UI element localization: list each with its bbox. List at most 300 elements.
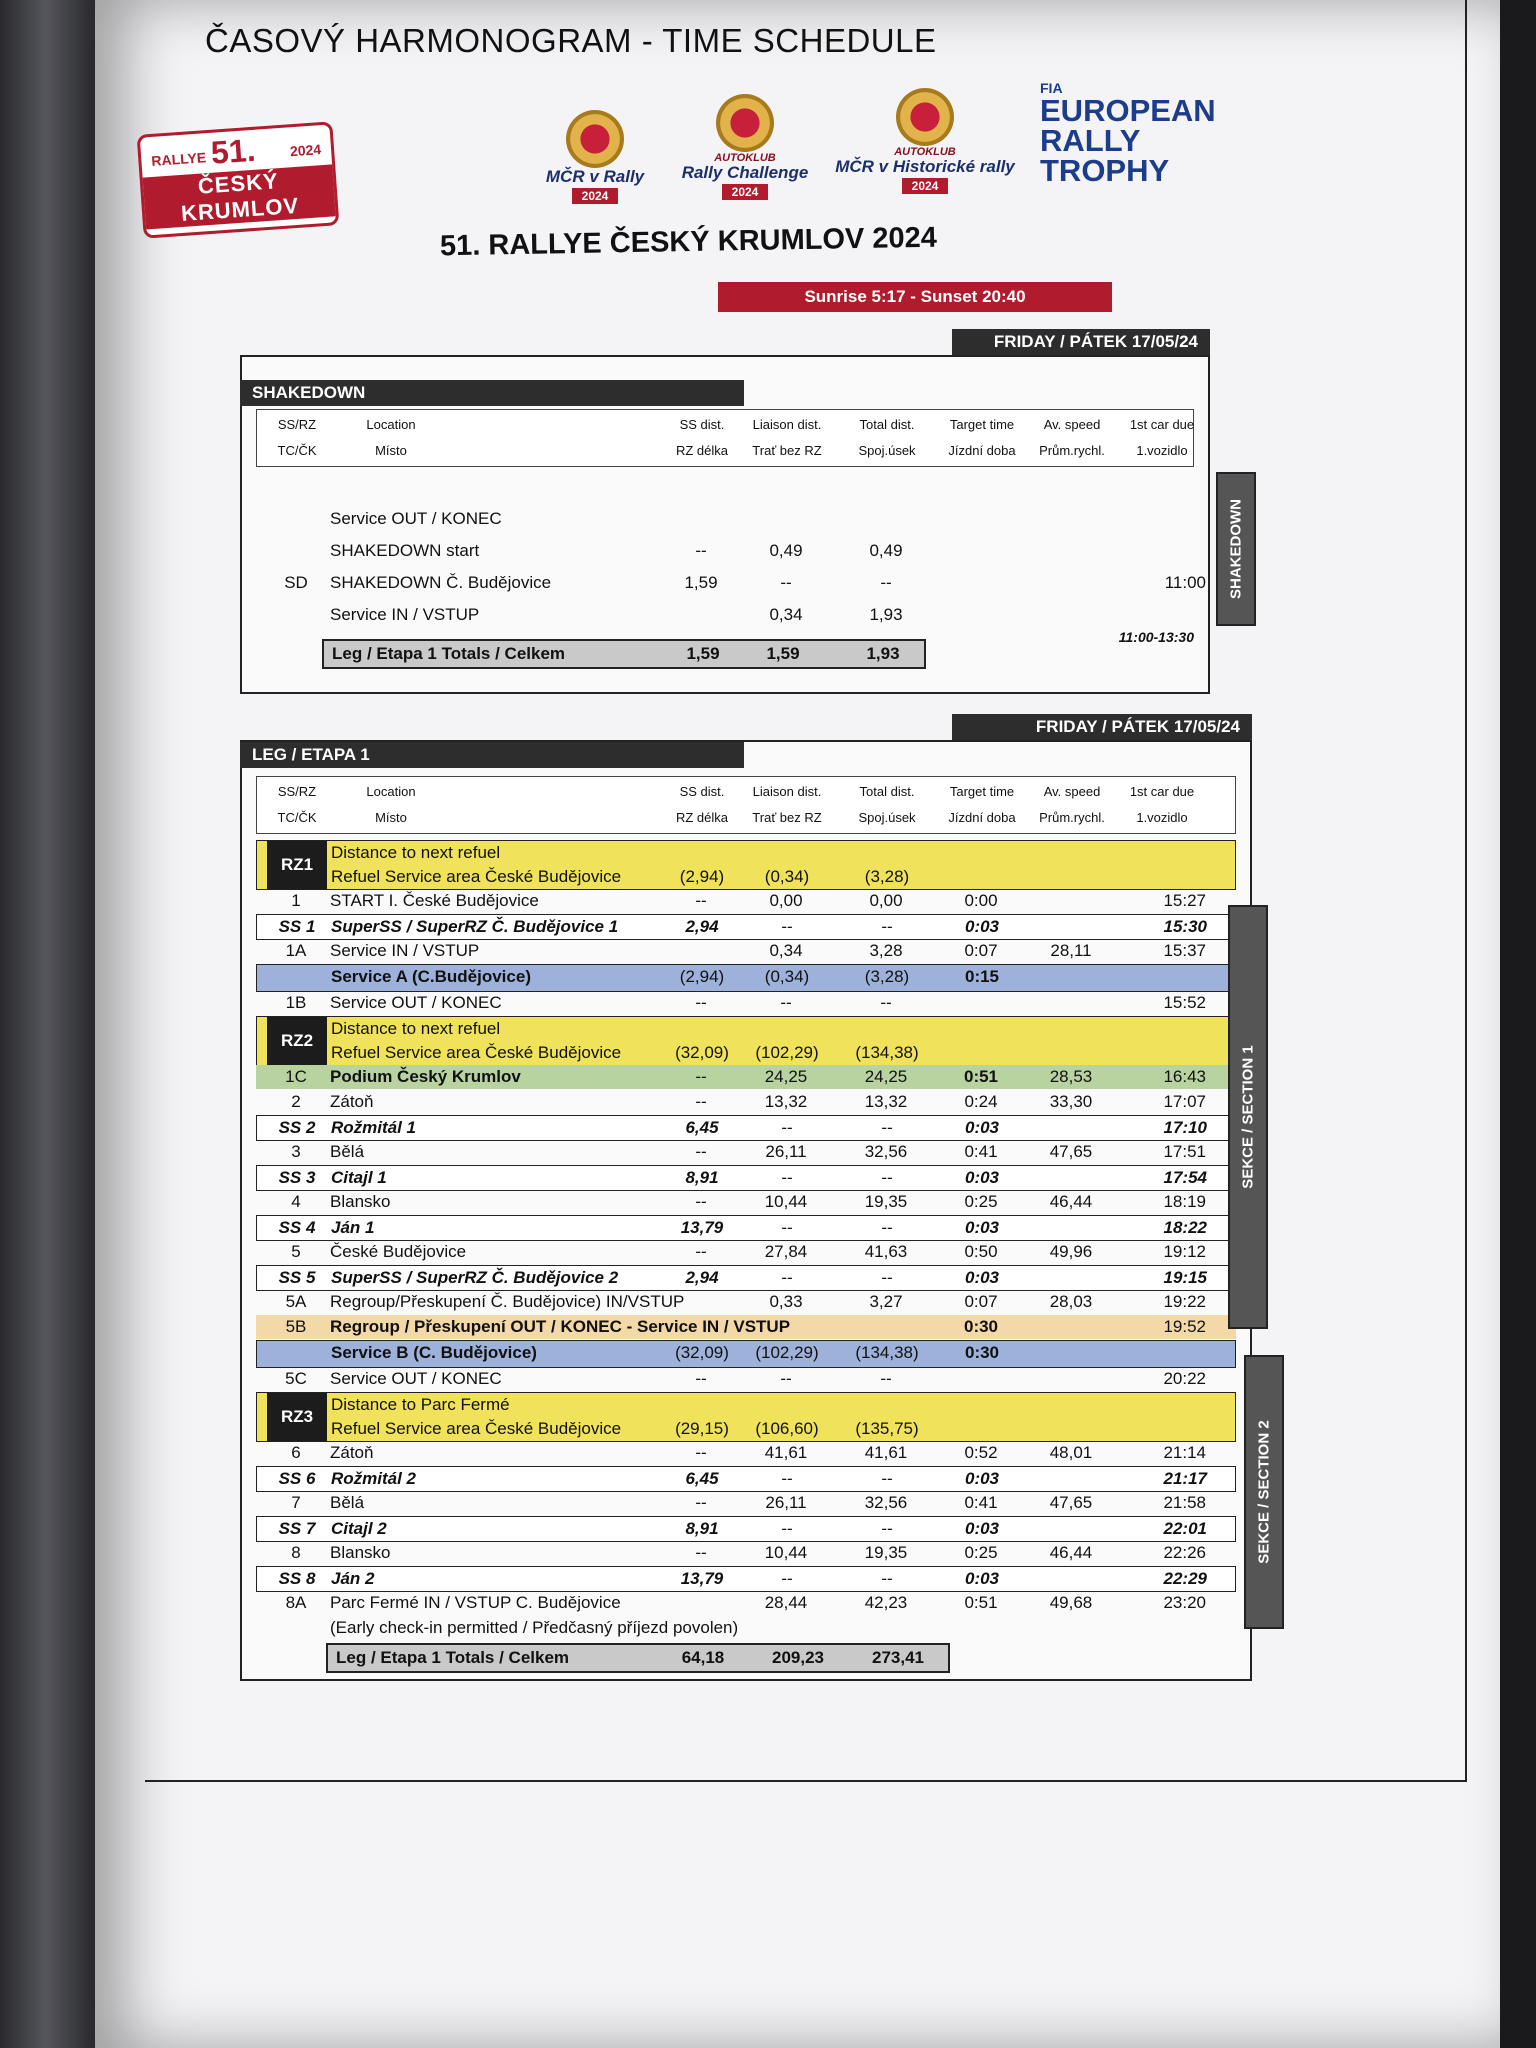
cell-ss: (32,09) (675, 1043, 729, 1062)
cell-to: 19,35 (864, 1192, 908, 1211)
shakedown-side-label: SHAKEDOWN (1227, 499, 1245, 599)
cell-av: 49,96 (1049, 1242, 1093, 1261)
cell-tc: 5 (291, 1242, 301, 1261)
cell-loc: Service OUT / KONEC (330, 1369, 502, 1388)
cell-loc: Refuel Service area České Budějovice (331, 1419, 622, 1438)
cell-tc: RZ2 (267, 1017, 327, 1065)
cell-fc: 16:43 (1163, 1067, 1206, 1086)
cell-loc: Blansko (330, 1543, 391, 1562)
cell-av: 46,44 (1049, 1543, 1093, 1562)
logo-rallye-text: RALLYE (150, 149, 207, 169)
cell-to: 41,61 (864, 1443, 908, 1462)
table-row (256, 507, 1194, 535)
cell-li: -- (780, 573, 792, 592)
cell-to: -- (880, 993, 892, 1012)
cell-to: (134,38) (855, 1343, 919, 1362)
cell-loc: Bělá (330, 1142, 365, 1161)
cell-to: -- (881, 1118, 893, 1137)
cell-fc: 15:30 (1163, 917, 1207, 936)
column-header-ssrz: SS/RZ (277, 784, 317, 799)
crest-icon (566, 110, 624, 168)
cell-tt: 0:30 (963, 1317, 999, 1336)
cell-tt: 0:03 (964, 1218, 1000, 1237)
hist-name: MČR v Historické rally (835, 157, 1015, 177)
table-row (256, 1290, 1236, 1314)
cell-tt: 0:03 (964, 1168, 1000, 1187)
totals-label: Leg / Etapa 1 Totals / Celkem (336, 1648, 570, 1667)
cell-tc: 7 (291, 1493, 301, 1512)
cell-loc: SuperSS / SuperRZ Č. Budějovice 2 (331, 1268, 619, 1287)
table-row (256, 539, 1194, 567)
cell-tt: 0:52 (964, 1443, 998, 1462)
cell-tc: 1 (291, 891, 301, 910)
cell-tc: 6 (291, 1443, 301, 1462)
table-row (256, 1441, 1236, 1465)
cell-av: 48,01 (1049, 1443, 1093, 1462)
cell-to: (3,28) (864, 867, 910, 886)
cell-li: -- (781, 917, 793, 936)
cell-to: 24,25 (864, 1067, 908, 1086)
fia-european: EUROPEAN (1040, 93, 1216, 128)
cell-li: (0,34) (764, 867, 810, 886)
cell-tc: 1C (285, 1067, 307, 1086)
cell-loc: Ján 2 (331, 1569, 375, 1588)
cell-tt: 0:24 (964, 1092, 998, 1111)
cell-tt: 0:41 (964, 1493, 998, 1512)
cell-to: -- (880, 1369, 892, 1388)
sunrise-sunset-banner: Sunrise 5:17 - Sunset 20:40 (718, 282, 1112, 312)
table-row (256, 603, 1194, 631)
logo-number-text: 51. (209, 131, 257, 171)
cell-tc: 5C (285, 1369, 307, 1388)
table-row (256, 1340, 1236, 1368)
table-row (256, 964, 1236, 992)
table-row (256, 571, 1206, 599)
crest-icon (716, 94, 774, 152)
cell-loc: Refuel Service area České Budějovice (331, 1043, 622, 1062)
cell-loc: Regroup/Přeskupení Č. Budějovice) IN/VSTUP (330, 1292, 685, 1311)
cell-ss: 2,94 (685, 917, 719, 936)
fia-text: FIA (1040, 80, 1063, 96)
cell-ss: -- (695, 1543, 707, 1562)
cell-tc: SS 1 (278, 917, 316, 936)
cell-ss: -- (695, 1242, 707, 1261)
shakedown-table (240, 332, 1210, 694)
column-header (256, 409, 1194, 467)
cell-ss: -- (695, 1493, 707, 1512)
cell-tc: 5A (285, 1292, 307, 1311)
column-header-ss: SS dist. (679, 784, 725, 799)
shakedown-time-window: 11:00-13:30 (1118, 629, 1194, 645)
column-header-ss2: RZ délka (675, 443, 729, 458)
crest-icon (896, 88, 954, 146)
cell-li: 0,00 (769, 891, 803, 910)
cell-loc: Citajl 2 (331, 1519, 387, 1538)
table-row (256, 1190, 1236, 1214)
cell-ss: (2,94) (679, 867, 725, 886)
cell-loc: (Early check-in permitted / Předčasný příjezd povolen) (330, 1618, 739, 1637)
cell-fc: 20:22 (1163, 1369, 1206, 1388)
document-title: ČASOVÝ HARMONOGRAM - TIME SCHEDULE (205, 22, 937, 59)
column-header-ss: SS dist. (679, 417, 725, 432)
cell-loc: Service OUT / KONEC (330, 509, 502, 528)
cell-tc: 8 (291, 1543, 301, 1562)
table-row (256, 1616, 1236, 1640)
cell-fc: 17:10 (1163, 1118, 1207, 1137)
column-header (256, 776, 1236, 834)
cell-tc: RZ3 (267, 1393, 327, 1441)
leg-date: FRIDAY / PÁTEK 17/05/24 (952, 714, 1252, 740)
cell-tc: SD (284, 573, 308, 592)
cell-av: 49,68 (1049, 1593, 1093, 1612)
cell-loc: Service B (C. Budějovice) (331, 1343, 537, 1362)
cell-fc: 15:52 (1163, 993, 1206, 1012)
shakedown-totals (322, 639, 926, 669)
cell-tc: 3 (291, 1142, 301, 1161)
rc-year: 2024 (722, 184, 769, 200)
cell-tc: SS 6 (278, 1469, 316, 1488)
column-header-li2: Trať bez RZ (752, 810, 822, 825)
cell-li: -- (781, 1118, 793, 1137)
section1-label: SEKCE / SECTION 1 (1239, 1045, 1257, 1189)
hist-top: AUTOKLUB (894, 146, 956, 158)
cell-tt: 0:03 (964, 1118, 1000, 1137)
cell-ss: 6,45 (685, 1469, 719, 1488)
cell-fc: 22:01 (1163, 1519, 1207, 1538)
table-row (256, 1541, 1236, 1565)
cell-fc: 15:37 (1163, 941, 1206, 960)
cell-li: -- (781, 1519, 793, 1538)
cell-loc: Parc Fermé IN / VSTUP C. Budějovice (330, 1593, 621, 1612)
cell-fc: 17:51 (1163, 1142, 1206, 1161)
cell-av: 33,30 (1049, 1092, 1093, 1111)
cell-ss: (2,94) (679, 967, 725, 986)
cell-loc: Citajl 1 (331, 1168, 387, 1187)
cell-ss: -- (695, 1443, 707, 1462)
cell-tt: 0:07 (964, 941, 998, 960)
cell-fc: 17:54 (1163, 1168, 1207, 1187)
cell-av: 28,03 (1049, 1292, 1093, 1311)
cell-to: 0,00 (869, 891, 903, 910)
cell-ss: 8,91 (685, 1168, 719, 1187)
cell-tt: 0:03 (964, 1519, 1000, 1538)
section1-side-tab (1228, 905, 1268, 1329)
cell-tt: 0:50 (964, 1242, 998, 1261)
cell-tt: 0:03 (964, 1469, 1000, 1488)
table-row (256, 1016, 1236, 1066)
cell-to: -- (881, 917, 893, 936)
cell-tt: 0:03 (964, 1268, 1000, 1287)
cell-fc: 15:27 (1163, 891, 1206, 910)
cell-li: 10,44 (764, 1192, 808, 1211)
cell-ss: (32,09) (675, 1343, 729, 1362)
column-header-loc: Location (366, 784, 416, 799)
cell-li: 26,11 (765, 1142, 807, 1161)
column-header-tt2: Jízdní doba (948, 810, 1016, 825)
cell-to: -- (881, 1168, 893, 1187)
cell-tt: 0:25 (964, 1543, 998, 1562)
table-row (256, 1315, 1236, 1339)
rally-challenge-logo (675, 94, 815, 201)
fia-ert-logo (1040, 80, 1216, 186)
column-header-fc: 1st car due (1129, 784, 1195, 799)
shakedown-title: SHAKEDOWN (240, 380, 744, 406)
cell-av: 28,11 (1050, 941, 1092, 960)
mcr-rally-logo (530, 110, 660, 205)
cell-loc: Service IN / VSTUP (330, 605, 480, 624)
cell-loc: SHAKEDOWN Č. Budějovice (330, 573, 552, 592)
totals-li: 1,59 (766, 644, 800, 663)
leg-title: LEG / ETAPA 1 (240, 742, 744, 768)
table-row (256, 1090, 1236, 1114)
column-header-tcck: TC/ČK (277, 443, 317, 458)
totals-label: Leg / Etapa 1 Totals / Celkem (332, 644, 566, 663)
table-row (256, 840, 1236, 890)
cell-ss: 13,79 (680, 1218, 724, 1237)
fia-rally: RALLY (1040, 123, 1141, 158)
cell-fc: 18:22 (1163, 1218, 1207, 1237)
column-header-fc: 1st car due (1129, 417, 1195, 432)
column-header-loc: Location (366, 417, 416, 432)
column-header-fc2: 1.vozidlo (1136, 443, 1188, 458)
fia-trophy: TROPHY (1040, 153, 1170, 188)
cell-to: -- (881, 1569, 893, 1588)
cell-li: -- (781, 1218, 793, 1237)
cell-fc: 19:12 (1163, 1242, 1206, 1261)
cell-loc: Blansko (330, 1192, 391, 1211)
cell-loc: Regroup / Přeskupení OUT / KONEC - Service IN / VSTUP (330, 1317, 791, 1336)
leg-table (240, 717, 1252, 1681)
cell-tt: 0:25 (964, 1192, 998, 1211)
cell-tt: 0:30 (964, 1343, 1000, 1362)
cell-li: 24,25 (764, 1067, 808, 1086)
cell-ss: 1,59 (684, 573, 718, 592)
cell-to: 13,32 (864, 1092, 908, 1111)
shakedown-date: FRIDAY / PÁTEK 17/05/24 (952, 329, 1210, 355)
column-header-fc2: 1.vozidlo (1136, 810, 1188, 825)
column-header-to: Total dist. (859, 784, 915, 799)
cell-to: -- (880, 573, 892, 592)
cell-loc2: Distance to Parc Fermé (331, 1395, 510, 1414)
cell-loc: Refuel Service area České Budějovice (331, 867, 622, 886)
table-row (256, 1115, 1236, 1141)
cell-tc: 4 (291, 1192, 301, 1211)
column-header-av2: Prům.rychl. (1039, 810, 1105, 825)
cell-av: 46,44 (1049, 1192, 1093, 1211)
cell-tt: 0:51 (963, 1067, 999, 1086)
column-header-tcck: TC/ČK (277, 810, 317, 825)
rc-top: AUTOKLUB (714, 152, 776, 164)
cell-li: -- (781, 1268, 793, 1287)
cell-tt: 0:07 (964, 1292, 998, 1311)
cell-ss: -- (695, 1142, 707, 1161)
cell-fc: 19:15 (1163, 1268, 1207, 1287)
cell-loc: Zátoň (330, 1443, 374, 1462)
cell-loc: Bělá (330, 1493, 365, 1512)
column-header-ssrz: SS/RZ (277, 417, 317, 432)
cell-loc: Rožmitál 2 (331, 1469, 417, 1488)
column-header-li: Liaison dist. (752, 417, 822, 432)
cell-tc: RZ1 (267, 841, 327, 889)
column-header-av2: Prům.rychl. (1039, 443, 1105, 458)
hist-year: 2024 (902, 178, 949, 194)
cell-fc: 22:29 (1163, 1569, 1207, 1588)
table-row (256, 1466, 1236, 1492)
cell-to: 42,23 (864, 1593, 908, 1612)
section2-side-tab (1244, 1355, 1284, 1629)
cell-tc: SS 2 (278, 1118, 316, 1137)
cell-tc: SS 3 (278, 1168, 316, 1187)
cell-fc: 19:22 (1163, 1292, 1206, 1311)
column-header-li2: Trať bez RZ (752, 443, 822, 458)
cell-li: (106,60) (755, 1419, 819, 1438)
column-header-to2: Spoj.úsek (858, 810, 916, 825)
cell-li: 13,32 (764, 1092, 808, 1111)
leg-totals (326, 1643, 950, 1673)
cell-li: -- (781, 1569, 793, 1588)
rc-name: Rally Challenge (681, 163, 809, 183)
section2-label: SEKCE / SECTION 2 (1255, 1420, 1273, 1564)
cell-ss: -- (695, 1369, 707, 1388)
table-row (256, 1392, 1236, 1442)
cell-to: 0,49 (869, 541, 903, 560)
logo-name-text: ČESKÝ KRUMLOV (143, 164, 336, 229)
cell-fc: 21:14 (1163, 1443, 1206, 1462)
table-row (256, 1491, 1236, 1515)
table-row (256, 1240, 1236, 1264)
cell-to: -- (881, 1519, 893, 1538)
cell-li: -- (781, 1469, 793, 1488)
cell-loc: Rožmitál 1 (331, 1118, 417, 1137)
cell-fc: 21:17 (1163, 1469, 1207, 1488)
shakedown-side-tab (1216, 472, 1256, 626)
cell-tt: 0:41 (964, 1142, 998, 1161)
cell-loc: České Budějovice (330, 1242, 467, 1261)
totals-ss: 1,59 (686, 644, 720, 663)
column-header-tt2: Jízdní doba (948, 443, 1016, 458)
cell-ss: 6,45 (685, 1118, 719, 1137)
cell-li: 10,44 (764, 1543, 808, 1562)
cell-tc: SS 4 (278, 1218, 316, 1237)
cell-fc: 17:07 (1163, 1092, 1206, 1111)
cell-ss: -- (695, 541, 707, 560)
cell-loc: SHAKEDOWN start (330, 541, 480, 560)
cell-to: (135,75) (855, 1419, 919, 1438)
column-header-av: Av. speed (1043, 417, 1101, 432)
cell-ss: 2,94 (685, 1268, 719, 1287)
column-header-mist: Místo (375, 810, 407, 825)
cell-loc2: Distance to next refuel (331, 1019, 501, 1038)
table-row (256, 889, 1236, 913)
table-row (256, 1215, 1236, 1241)
cell-ss: -- (695, 891, 707, 910)
cell-tc: 1B (285, 993, 307, 1012)
totals-to: 1,93 (866, 644, 900, 663)
cell-ss: -- (695, 1192, 707, 1211)
cell-loc: Service A (C.Budějovice) (331, 967, 531, 986)
totals-to: 273,41 (872, 1648, 924, 1667)
table-row (256, 1566, 1236, 1592)
cell-fc: 19:52 (1163, 1317, 1206, 1336)
table-row (256, 914, 1236, 940)
cell-ss: -- (695, 1067, 707, 1086)
cell-loc2: Distance to next refuel (331, 843, 501, 862)
cell-to: -- (881, 1469, 893, 1488)
cell-li: (0,34) (764, 967, 810, 986)
cell-fc: 18:19 (1163, 1192, 1206, 1211)
logo-year-text: 2024 (289, 141, 322, 160)
cell-to: 41,63 (864, 1242, 908, 1261)
cell-to: (3,28) (864, 967, 910, 986)
cell-li: 41,61 (764, 1443, 808, 1462)
cell-tt: 0:03 (964, 917, 1000, 936)
cell-tt: 0:15 (964, 967, 1000, 986)
totals-ss: 64,18 (681, 1648, 725, 1667)
cell-tt: 0:51 (964, 1593, 998, 1612)
cell-to: 19,35 (864, 1543, 908, 1562)
cell-li: -- (780, 1369, 792, 1388)
cell-tc: SS 8 (278, 1569, 316, 1588)
cell-li: -- (781, 1168, 793, 1187)
column-header-to: Total dist. (859, 417, 915, 432)
cell-to: 3,28 (869, 941, 903, 960)
cell-li: 0,34 (769, 605, 803, 624)
cell-fc: 11:00 (1164, 573, 1206, 592)
cell-ss: 8,91 (685, 1519, 719, 1538)
table-row (256, 1265, 1236, 1291)
cell-tc: SS 7 (278, 1519, 316, 1538)
cell-av: 47,65 (1049, 1142, 1093, 1161)
table-row (256, 1516, 1236, 1542)
cell-loc: START I. České Budějovice (330, 891, 539, 910)
table-row (256, 991, 1236, 1015)
cell-tc: 8A (285, 1593, 307, 1612)
table-row (256, 1140, 1236, 1164)
logo-strip (140, 80, 1260, 240)
cell-ss: -- (695, 993, 707, 1012)
cell-li: 0,33 (769, 1292, 803, 1311)
mcr-year: 2024 (572, 188, 619, 204)
cell-li: -- (780, 993, 792, 1012)
cell-tc: SS 5 (278, 1268, 316, 1287)
cell-to: -- (881, 1218, 893, 1237)
totals-li: 209,23 (772, 1648, 824, 1667)
cell-li: 0,34 (769, 941, 803, 960)
table-row (256, 1591, 1236, 1615)
column-header-tt: Target time (949, 417, 1015, 432)
cell-ss: -- (695, 1092, 707, 1111)
cell-li: (102,29) (755, 1043, 819, 1062)
cell-li: (102,29) (755, 1343, 819, 1362)
historic-rally-logo (830, 88, 1020, 195)
event-title: 51. RALLYE ČESKÝ KRUMLOV 2024 (439, 221, 938, 263)
cell-fc: 21:58 (1163, 1493, 1206, 1512)
cell-to: 32,56 (864, 1142, 908, 1161)
cell-tc: 2 (291, 1092, 301, 1111)
cell-to: -- (881, 1268, 893, 1287)
table-row (256, 1165, 1236, 1191)
cell-to: 3,27 (869, 1292, 903, 1311)
table-row (256, 1065, 1236, 1089)
column-header-mist: Místo (375, 443, 407, 458)
cell-tt: 0:00 (964, 891, 998, 910)
cell-li: 26,11 (765, 1493, 807, 1512)
column-header-tt: Target time (949, 784, 1015, 799)
cell-loc: Zátoň (330, 1092, 374, 1111)
cell-li: 0,49 (769, 541, 803, 560)
cell-av: 28,53 (1049, 1067, 1093, 1086)
cell-to: 32,56 (864, 1493, 908, 1512)
